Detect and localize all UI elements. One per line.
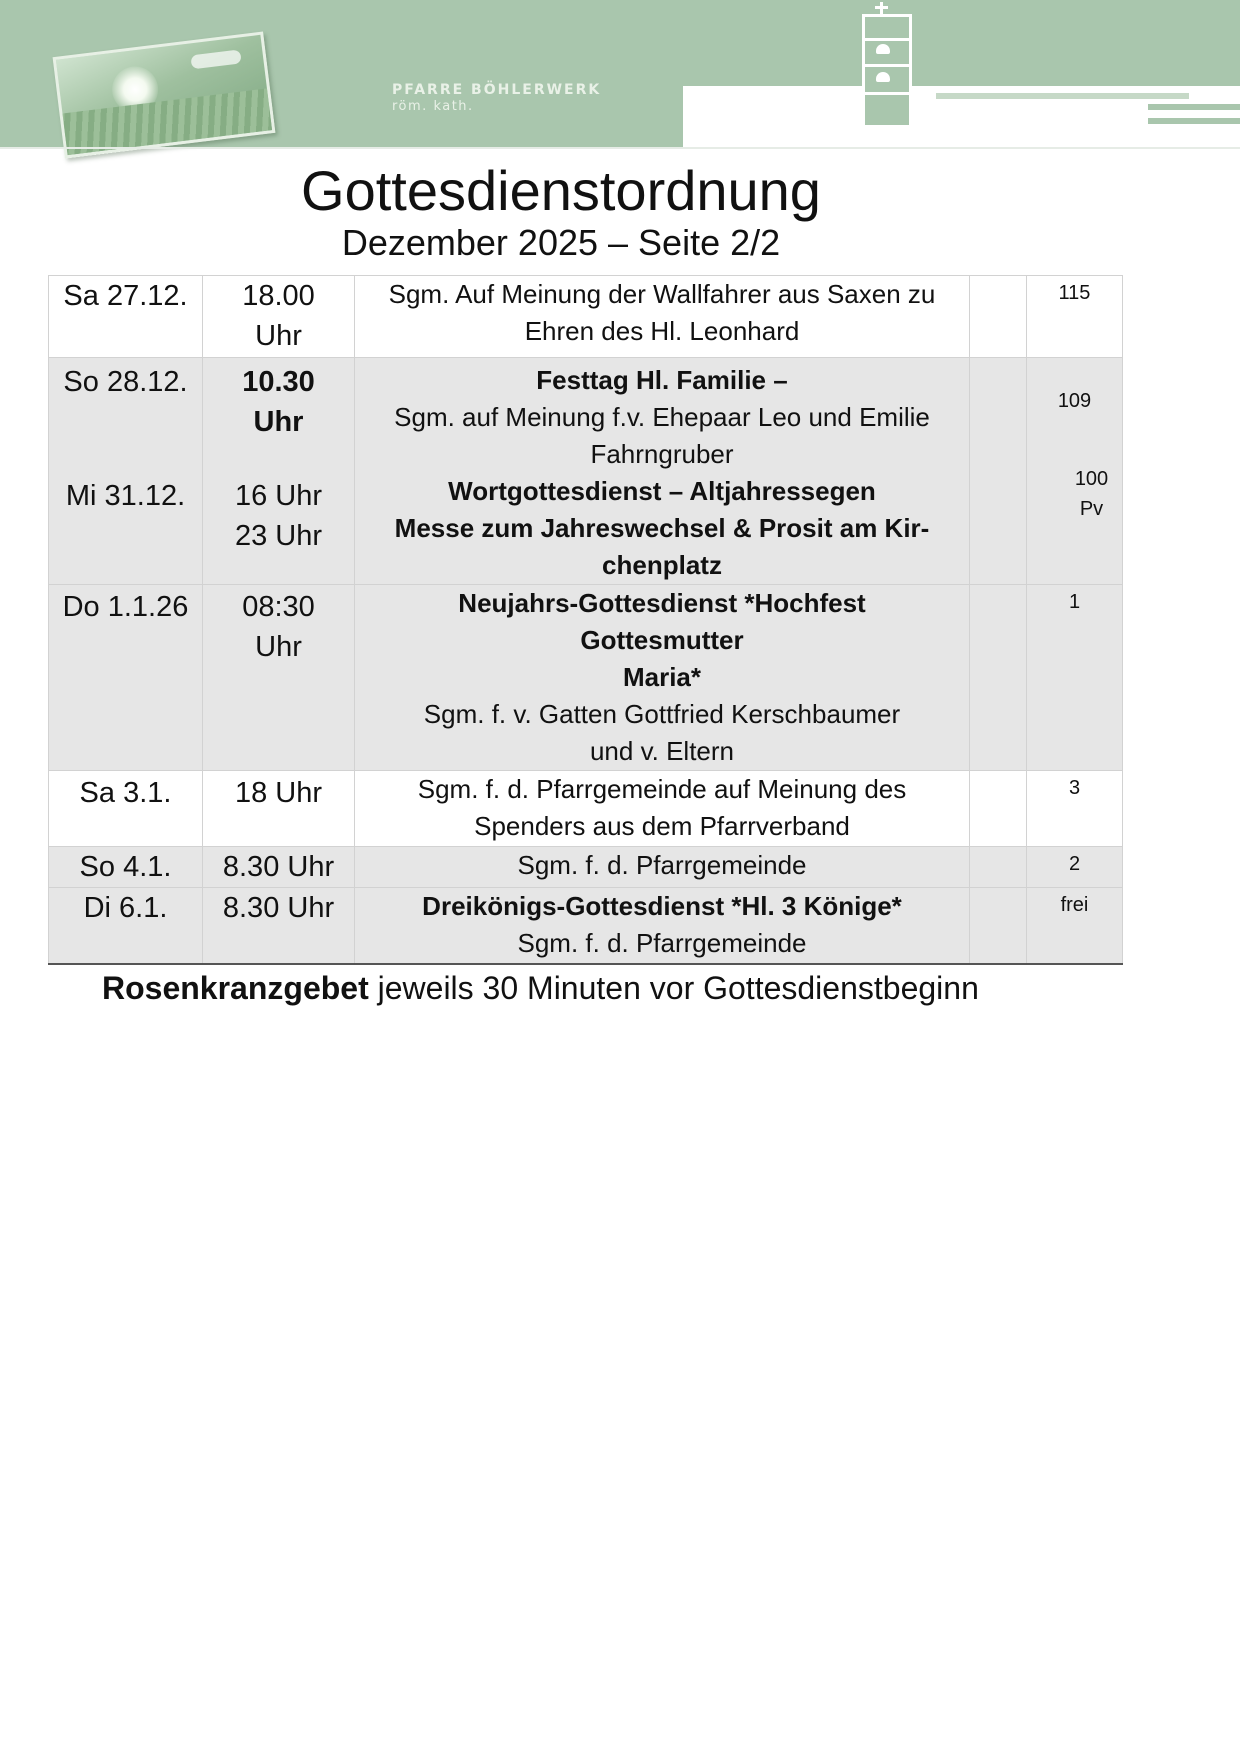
- banner-divider: [0, 147, 1240, 149]
- intention-cell: [355, 888, 970, 964]
- bell-icon: [876, 72, 890, 82]
- number-cell: [1027, 276, 1123, 358]
- rosary-note-bold: Rosenkranzgebet: [102, 970, 369, 1006]
- time-cell: [203, 585, 355, 771]
- intention-text: Sgm. f. v. Gatten Gottfried Kerschbaumer: [423, 699, 901, 729]
- intention-cell: [355, 771, 970, 847]
- roof-stripe: [1148, 104, 1240, 110]
- date-cell: [49, 888, 203, 964]
- date-cell: [49, 771, 203, 847]
- time-cell: [203, 276, 355, 358]
- date-text: Sa 3.1.: [79, 777, 172, 809]
- number-text: Pv: [1079, 498, 1104, 520]
- date-cell: [49, 847, 203, 888]
- time-text: 8.30 Uhr: [222, 892, 335, 924]
- intention-cell: [355, 585, 970, 771]
- intention-cell: [355, 358, 970, 585]
- empty-cell: [970, 847, 1027, 888]
- roof-stripe: [936, 76, 1189, 82]
- number-text: 2: [1068, 853, 1081, 875]
- intention-text: Sgm. auf Meinung f.v. Ehepaar Leo und Emilie: [394, 402, 930, 432]
- empty-cell: [970, 276, 1027, 358]
- number-text: 1: [1068, 591, 1081, 613]
- date-text: Do 1.1.26: [62, 591, 189, 623]
- cross-icon-bar: [875, 6, 888, 9]
- time-text: 16 Uhr: [234, 480, 323, 512]
- intention-text: Spenders aus dem Pfarrverband: [474, 811, 850, 841]
- tower-floor: [862, 92, 912, 95]
- table-row: [49, 358, 1123, 585]
- empty-cell: [970, 888, 1027, 964]
- service-heading: Wortgottesdienst – Altjahressegen: [448, 476, 876, 506]
- time-text: Uhr: [255, 631, 302, 663]
- time-cell: [203, 771, 355, 847]
- table-row: [49, 276, 1123, 358]
- date-text: Sa 27.12.: [63, 280, 188, 312]
- time-cell: [203, 888, 355, 964]
- number-text: 109: [1057, 390, 1092, 412]
- empty-cell: [970, 358, 1027, 585]
- intention-text: und v. Eltern: [589, 736, 735, 766]
- date-cell: [49, 585, 203, 771]
- intention-text: Sgm. f. d. Pfarrgemeinde auf Meinung des: [417, 774, 907, 804]
- time-text: 8.30 Uhr: [222, 851, 335, 883]
- number-cell: [1027, 847, 1123, 888]
- org-subtitle: röm. kath.: [392, 99, 474, 114]
- rosary-note-text: jeweils 30 Minuten vor Gottesdienstbeginn: [368, 970, 979, 1006]
- time-text: 18 Uhr: [234, 777, 323, 809]
- date-text: Di 6.1.: [83, 892, 168, 924]
- service-heading: Festtag Hl. Familie –: [536, 365, 788, 395]
- time-text: 10.30: [242, 366, 315, 398]
- time-cell: [203, 847, 355, 888]
- number-text: frei: [1060, 894, 1089, 916]
- number-text: 115: [1058, 282, 1091, 304]
- intention-cell: [355, 276, 970, 358]
- org-name: PFARRE BÖHLERWERK: [392, 82, 602, 98]
- church-building-graphic: [683, 80, 1240, 147]
- page-title: Gottesdienstordnung: [301, 159, 821, 222]
- rosary-note: [102, 970, 979, 1007]
- church-tower-graphic: [862, 14, 912, 128]
- empty-cell: [970, 585, 1027, 771]
- intention-text: Ehren des Hl. Leonhard: [524, 316, 800, 346]
- empty-cell: [970, 771, 1027, 847]
- date-cell: [49, 358, 203, 585]
- intention-text: Sgm. Auf Meinung der Wallfahrer aus Saxen zu: [388, 279, 936, 309]
- time-text: 08:30: [242, 591, 315, 623]
- service-heading: chenplatz: [602, 550, 722, 580]
- intention-text: Fahrngruber: [590, 439, 734, 469]
- time-text: Uhr: [255, 320, 302, 352]
- intention-text: Sgm. f. d. Pfarrgemeinde: [517, 928, 807, 958]
- number-text: 3: [1068, 777, 1081, 799]
- schedule-table: [48, 275, 1123, 965]
- service-heading: Messe zum Jahreswechsel & Prosit am Kir-: [394, 513, 930, 543]
- service-heading: Maria*: [622, 662, 702, 692]
- time-cell: [203, 358, 355, 585]
- number-cell: [1027, 771, 1123, 847]
- cloud-graphic: [190, 49, 241, 69]
- time-text: Uhr: [253, 406, 304, 438]
- table-row: [49, 847, 1123, 888]
- table-row: [49, 771, 1123, 847]
- date-text: So 28.12.: [63, 366, 188, 398]
- page-subtitle: Dezember 2025 – Seite 2/2: [341, 222, 781, 263]
- bell-icon: [876, 44, 890, 54]
- table-row: [49, 888, 1123, 964]
- tower-floor: [862, 38, 912, 41]
- intention-text: Sgm. f. d. Pfarrgemeinde: [517, 850, 807, 880]
- intention-cell: [355, 847, 970, 888]
- tower-floor: [862, 64, 912, 67]
- cross-icon: [880, 2, 883, 16]
- number-cell: [1027, 358, 1123, 585]
- service-heading: Dreikönigs-Gottesdienst *Hl. 3 Könige*: [422, 891, 902, 921]
- date-text: Mi 31.12.: [65, 480, 186, 512]
- number-cell: [1027, 888, 1123, 964]
- date-cell: [49, 276, 203, 358]
- time-text: 18.00: [242, 280, 315, 312]
- roof-stripe: [1148, 118, 1240, 124]
- table-row: [49, 585, 1123, 771]
- time-text: 23 Uhr: [234, 520, 323, 552]
- roof-stripe: [936, 93, 1189, 99]
- number-cell: [1027, 585, 1123, 771]
- date-text: So 4.1.: [79, 851, 172, 883]
- service-heading: Neujahrs-Gottesdienst *Hochfest Gottesmutter: [458, 588, 866, 655]
- number-text: 100: [1074, 468, 1109, 490]
